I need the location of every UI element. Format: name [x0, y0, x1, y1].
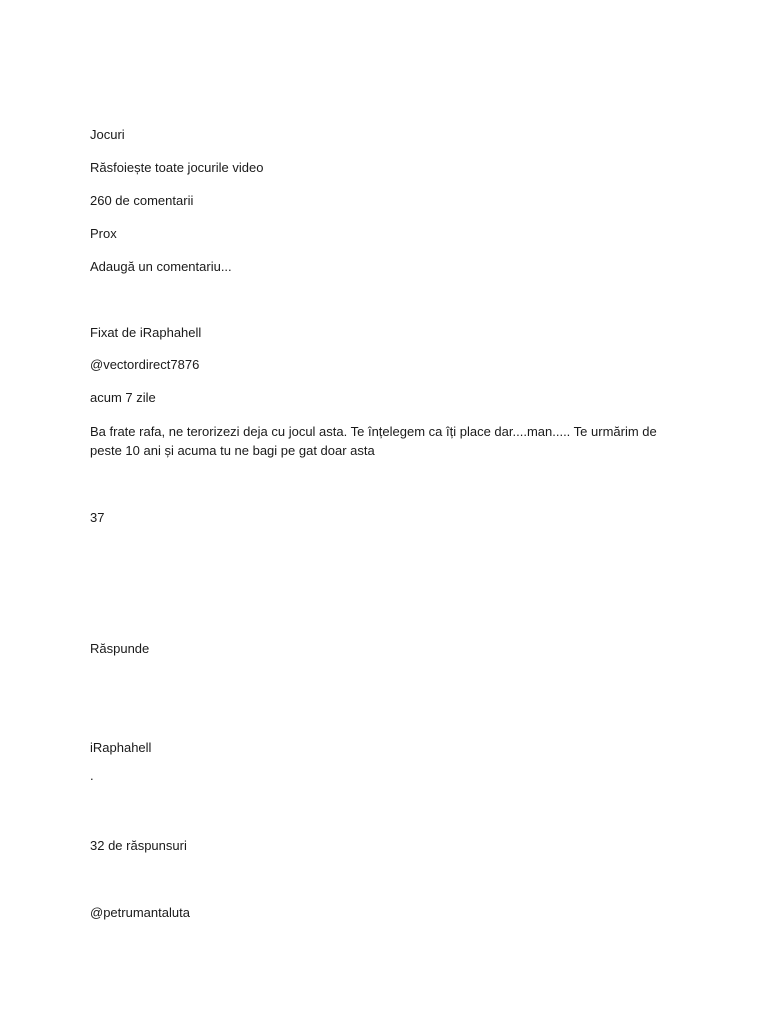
comment-count: 260 de comentarii [90, 193, 194, 208]
creator-heart-label: iRaphahell [90, 740, 152, 755]
reply-button[interactable]: Răspunde [90, 641, 150, 656]
browse-all-games-link[interactable]: Răsfoiește toate jocurile video [90, 160, 264, 175]
comment-author[interactable]: @vectordirect7876 [90, 357, 200, 372]
replies-toggle-button[interactable]: 32 de răspunsuri [90, 838, 187, 853]
separator-dot: . [90, 768, 94, 783]
comment-text: Ba frate rafa, ne terorizezi deja cu jocul asta. Te înțelegem ca îți place dar....man..... Te urmărim de peste 10 ani și acuma tu ne bagi pe gat doar asta [90, 424, 657, 458]
pinned-by-label: Fixat de iRaphahell [90, 325, 202, 340]
like-count: 37 [90, 510, 105, 525]
add-comment-input[interactable]: Adaugă un comentariu... [90, 259, 232, 274]
sort-button[interactable]: Prox [90, 226, 117, 241]
comment-timestamp[interactable]: acum 7 zile [90, 390, 156, 405]
category-label: Jocuri [90, 127, 125, 142]
next-comment-author[interactable]: @petrumantaluta [90, 905, 190, 920]
